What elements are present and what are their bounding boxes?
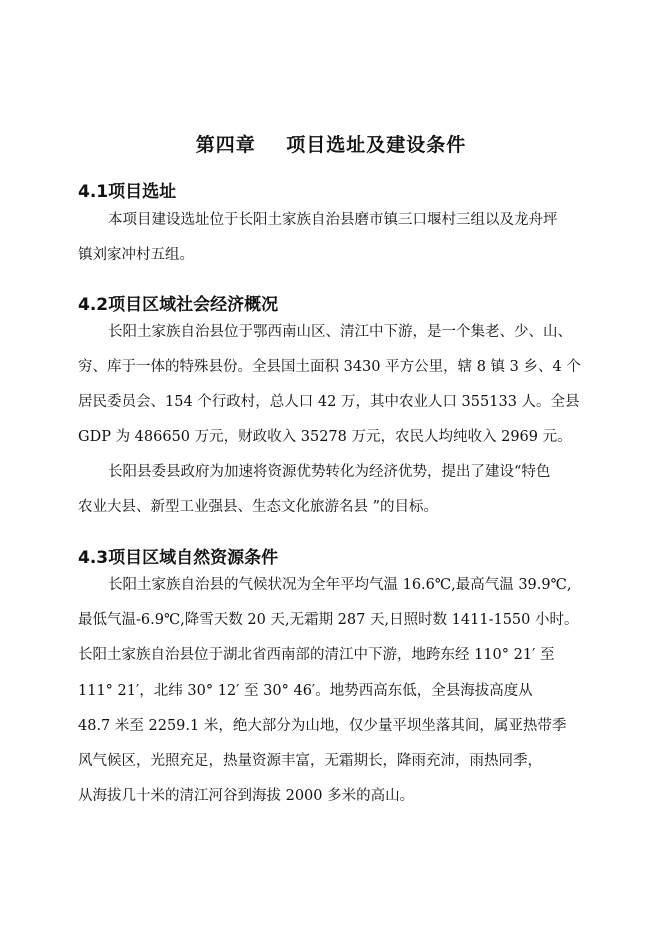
- section-heading-4-1: 4.1项目选址: [78, 182, 177, 202]
- section-heading-4-3: 4.3项目区域自然资源条件: [78, 548, 279, 568]
- paragraph-line: 长阳县委县政府为加速将资源优势转化为经济优势，提出了建设“特色: [108, 464, 551, 480]
- paragraph-line: 风气候区，光照充足，热量资源丰富，无霜期长，降雨充沛，雨热同季，: [78, 753, 542, 769]
- paragraph-line: 农业大县、新型工业强县、生态文化旅游名县 ”的目标。: [78, 499, 439, 515]
- paragraph-line: 长阳土家族自治县的气候状况为全年平均气温 16.6℃,最高气温 39.9℃,: [108, 577, 572, 593]
- paragraph-line: 48.7 米至 2259.1 米，绝大部分为山地，仅少量平坝坐落其间，属亚热带季: [78, 718, 567, 734]
- paragraph-line: 本项目建设选址位于长阳土家族自治县磨市镇三口堰村三组以及龙舟坪: [108, 212, 558, 228]
- paragraph-line: 最低气温-6.9℃,降雪天数 20 天,无霜期 287 天,日照时数 1411-1550 小时。: [78, 612, 579, 628]
- paragraph-line: 从海拔几十米的清江河谷到海拔 2000 多米的高山。: [78, 788, 415, 804]
- paragraph-line: 长阳土家族自治县位于鄂西南山区、清江中下游，是一个集老、少、山、: [108, 324, 572, 340]
- paragraph-line: 穷、库于一体的特殊县份。全县国土面积 3430 平方公里，辖 8 镇 3 乡、4 个: [78, 359, 581, 375]
- paragraph-line: GDP 为 486650 万元，财政收入 35278 万元，农民人均纯收入 2969 元。: [78, 429, 572, 445]
- section-heading-4-2: 4.2项目区域社会经济概况: [78, 295, 279, 315]
- paragraph-line: 长阳土家族自治县位于湖北省西南部的清江中下游，地跨东经 110° 21′ 至: [78, 647, 555, 663]
- paragraph-line: 111° 21′，北纬 30° 12′ 至 30° 46′。地势西高东低，全县海拔高度从: [78, 683, 533, 699]
- chapter-title: 第四章 项目选址及建设条件: [195, 134, 467, 156]
- paragraph-line: 居民委员会、154 个行政村，总人口 42 万，其中农业人口 355133 人。全县: [78, 394, 580, 410]
- paragraph-line: 镇刘家冲村五组。: [78, 247, 194, 263]
